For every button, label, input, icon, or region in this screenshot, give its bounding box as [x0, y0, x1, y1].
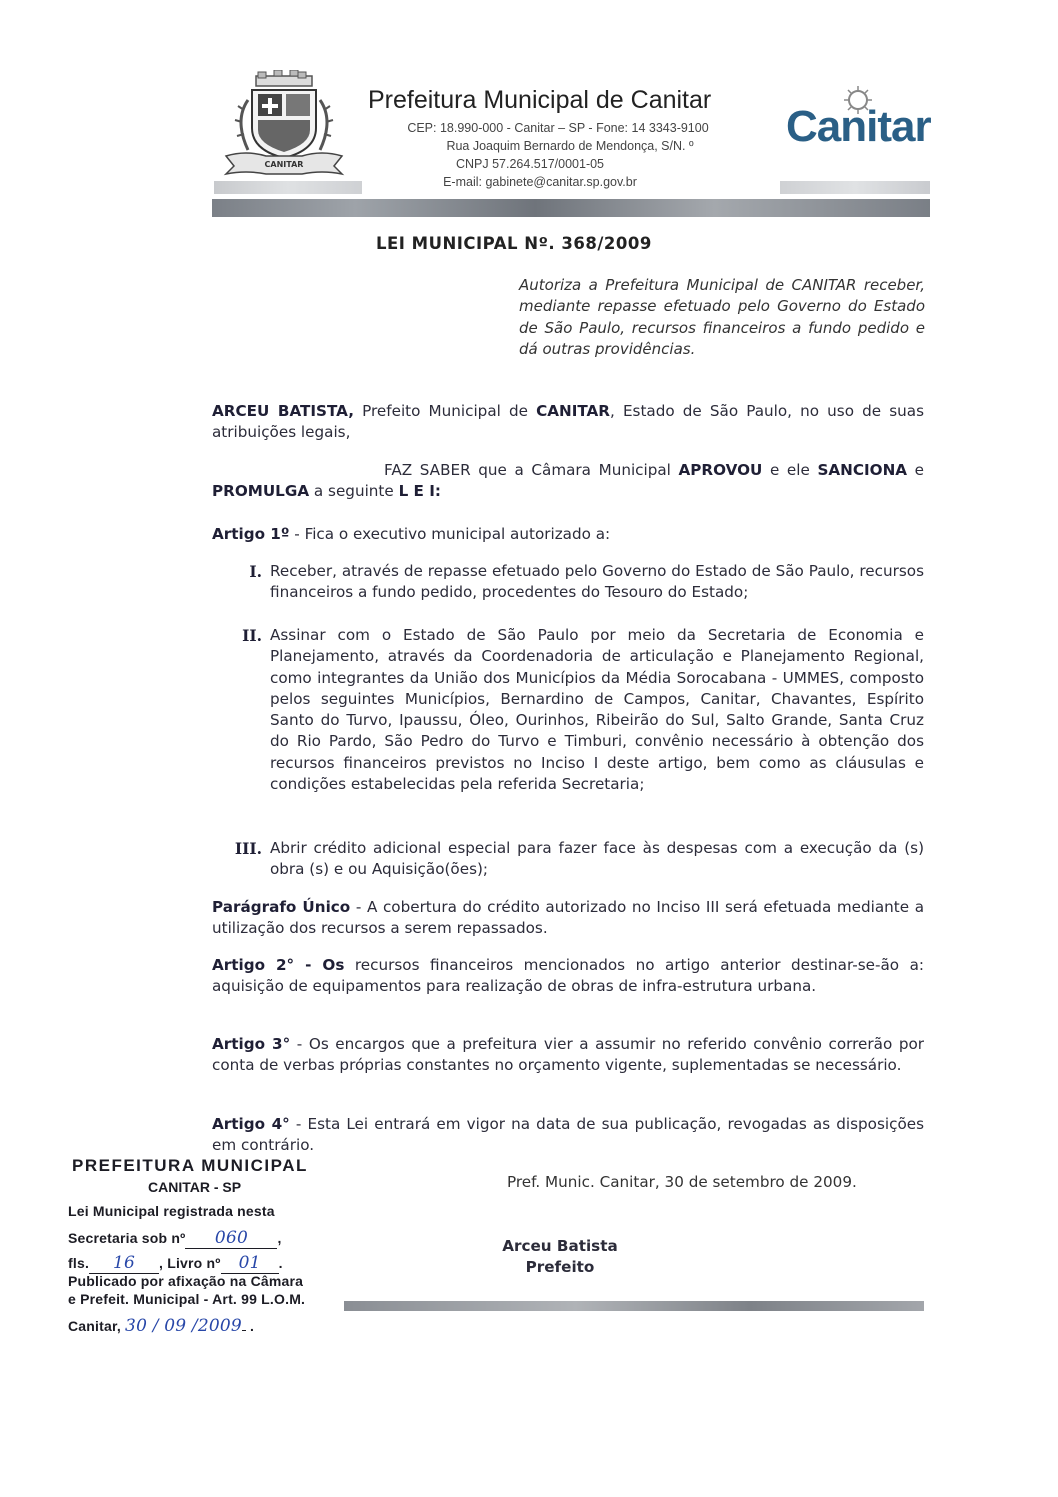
article-label: Artigo 2° - Os [212, 956, 345, 974]
date-line: Pref. Munic. Canitar, 30 de setembro de 2009. [507, 1173, 857, 1191]
mayor-name: ARCEU BATISTA, [212, 402, 354, 420]
stamp-text: , Livro nº [159, 1255, 221, 1271]
article-text: - Os encargos que a prefeitura vier a assumir no referido convênio correrão por conta de verbas próprias constantes no orçamento vigente, suplementadas se necessário. [212, 1035, 924, 1075]
preamble [212, 401, 924, 444]
clause-keyword: L E I: [398, 482, 441, 501]
enacting-clause [212, 460, 924, 503]
article-2 [212, 955, 924, 998]
header-address: Rua Joaquim Bernardo de Mendonça, S/N. º [446, 139, 694, 153]
header-shade-right [780, 181, 930, 194]
clause-keyword: PROMULGA [212, 482, 310, 501]
livro-number: 01 [221, 1253, 279, 1274]
article-text: - Esta Lei entrará em vigor na data de sua publicação, revogadas as disposições em contrário. [212, 1115, 924, 1155]
article-label: Artigo 4° [212, 1115, 290, 1133]
stamp-title: PREFEITURA MUNICIPAL [72, 1156, 308, 1175]
article-1 [212, 524, 924, 545]
header-divider-bar [212, 199, 930, 217]
list-item [212, 838, 924, 882]
footer-divider-bar [344, 1301, 924, 1311]
clause-text: e ele [762, 461, 818, 479]
logo-wordmark: Canitar [786, 102, 931, 151]
date-separator: / [191, 1316, 198, 1336]
date-day: 30 [125, 1316, 148, 1336]
clause-text: FAZ SABER que a Câmara Municipal [384, 461, 679, 479]
clause-keyword: APROVOU [678, 461, 763, 479]
article-3 [212, 1034, 924, 1077]
article-text: recursos financeiros mencionados no artigo anterior destinar-se-ão a: aquisição de equipamentos para realização de obras de infra-estrutura urbana. [212, 956, 924, 996]
city-name: CANITAR [536, 402, 610, 420]
signer-name: Arceu Batista [502, 1237, 618, 1255]
date-month: 09 [164, 1316, 187, 1336]
item-numeral: I. [249, 562, 262, 581]
clause-text: a seguinte [309, 482, 399, 501]
list-item [212, 561, 924, 625]
article-text: - A cobertura do crédito autorizado no Inciso III será efetuada mediante a utilização dos recursos a serem repassados. [212, 898, 925, 938]
header-cep-phone: CEP: 18.990-000 - Canitar – SP - Fone: 14 3343-9100 [407, 121, 709, 135]
item-text: Receber, através de repasse efetuado pelo Governo do Estado de São Paulo, recursos financeiros a fundo pedido, procedentes do Tesouro do Estado; [270, 562, 924, 602]
date-year: 2009 [197, 1316, 242, 1336]
stamp-text: Secretaria sob nº [68, 1230, 186, 1246]
header-cnpj: CNPJ 57.264.517/0001-05 [455, 157, 605, 171]
stamp-text: Canitar, [68, 1318, 121, 1334]
article-label: Artigo 3° [212, 1035, 291, 1053]
date-separator: / [152, 1316, 159, 1336]
paragrafo-unico [212, 897, 924, 940]
header-title: Prefeitura Municipal de Canitar [368, 86, 712, 114]
clause-text: e [907, 461, 925, 479]
stamp-line: Secretaria sob nº 060 , [68, 1228, 282, 1248]
canitar-logo [782, 84, 931, 170]
article-label: Parágrafo Único [212, 898, 351, 916]
article-label: Artigo 1º [212, 525, 290, 543]
article-4 [212, 1114, 924, 1157]
register-number: 060 [185, 1228, 277, 1249]
preamble-text: , Estado de São Paulo, no uso de suas atribuições legais, [212, 402, 924, 442]
item-text: Abrir crédito adicional especial para fazer face às despesas com a execução da (s) obra (s) e ou Aquisição(ões); [270, 839, 924, 879]
registration-stamp [66, 1156, 366, 1346]
signer-role: Prefeito [525, 1258, 595, 1276]
clause-keyword: SANCIONA [817, 461, 908, 479]
stamp-line: e Prefeit. Municipal - Art. 99 L.O.M. [68, 1291, 306, 1307]
stamp-line: Publicado por afixação na Câmara [68, 1273, 304, 1289]
header-shade-left [214, 181, 362, 194]
stamp-text: fls. [68, 1255, 90, 1271]
preamble-text: Prefeito Municipal de [353, 402, 537, 420]
stamp-line: Lei Municipal registrada nesta [68, 1203, 275, 1219]
list-item [212, 625, 924, 838]
fls-number: 16 [89, 1253, 159, 1274]
law-title: LEI MUNICIPAL Nº. 368/2009 [376, 234, 652, 253]
item-numeral: III. [234, 839, 262, 858]
stamp-line: fls. 16 , Livro nº 01 . [68, 1253, 283, 1273]
crest-ribbon-text: CANITAR [264, 160, 304, 169]
stamp-date [125, 1316, 242, 1336]
stamp-line: Canitar, 30 / 09 /2009 . [68, 1316, 255, 1336]
stamp-subtitle: CANITAR - SP [148, 1179, 242, 1195]
law-ementa: Autoriza a Prefeitura Municipal de CANITAR receber, mediante repasse efetuado pelo Governo do Estado de São Paulo, recursos financeiros a fundo pedido e dá outras providências. [519, 276, 925, 358]
item-text: Assinar com o Estado de São Paulo por meio da Secretaria de Economia e Planejamento, através da Coordenadoria de articulação e Planejamento Regional, como integrantes da União dos Municípios da Média Sorocabana - UMMES, composto pelos seguintes Municípios, Bernardino de Campos, Canitar, Chavantes, Espírito Santo do Turvo, Ipaussu, Óleo, Ourinhos, Ribeirão do Sul, Salto Grande, Santa Cruz do Rio Pardo, São Pedro do Turvo e Timburi, convênio necessário à obtenção dos recursos financeiros previstos no Inciso I deste artigo, bem como as cláusulas e condições estabelecidas pela referida Secretaria; [270, 626, 924, 794]
item-numeral: II. [242, 626, 262, 645]
header-email: E-mail: gabinete@canitar.sp.gov.br [443, 175, 637, 189]
article-text: - Fica o executivo municipal autorizado a: [289, 525, 611, 543]
